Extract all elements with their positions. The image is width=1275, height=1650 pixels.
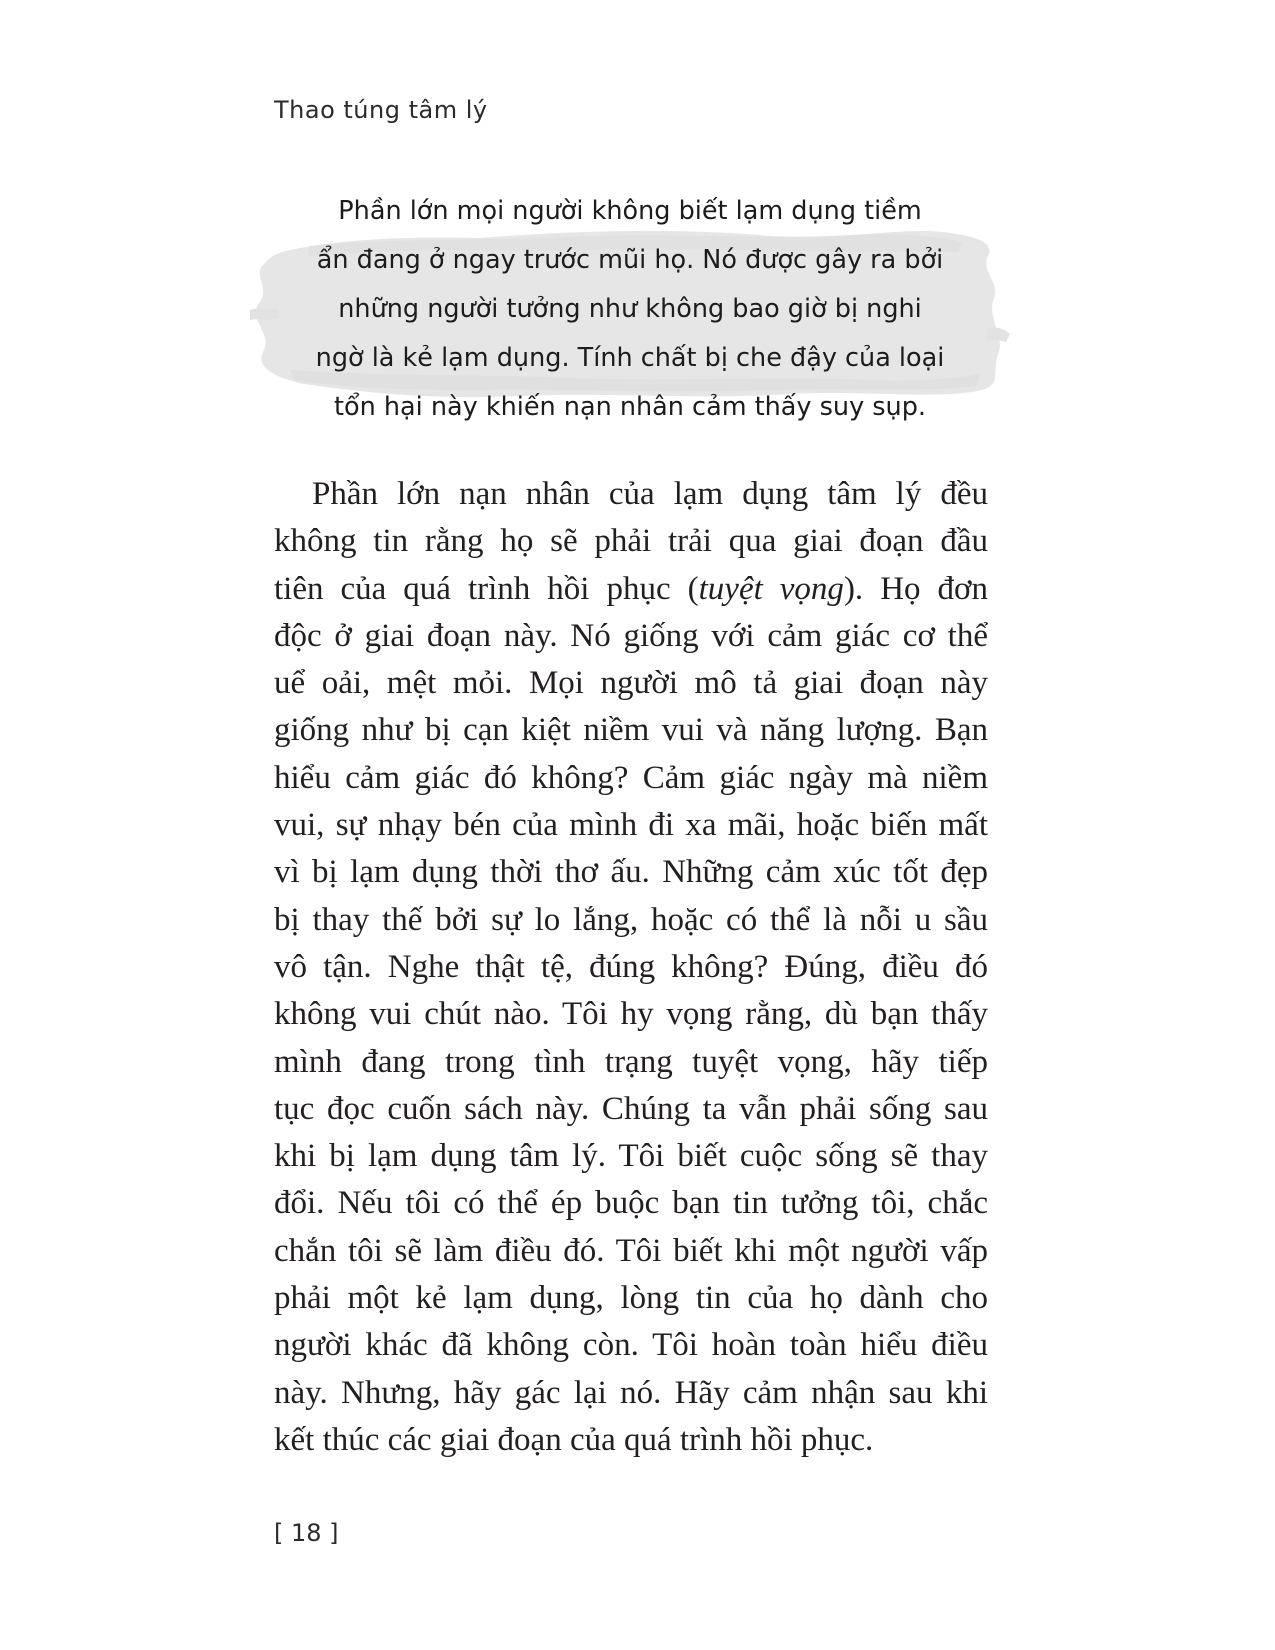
body-line: uể oải, mệt mỏi. Mọi người mô tả giai đoạn này — [274, 665, 988, 702]
body-line: vui, sự nhạy bén của mình đi xa mãi, hoặc biến mất — [274, 807, 988, 844]
page-number: [ 18 ] — [274, 1519, 339, 1547]
body-line: chắn tôi sẽ làm điều đó. Tôi biết khi một người vấp — [274, 1232, 988, 1269]
pullquote-line: Phần lớn mọi người không biết lạm dụng tiềm — [338, 196, 922, 226]
body-line: vì bị lạm dụng thời thơ ấu. Những cảm xúc tốt đẹp — [274, 854, 988, 891]
body-line: tục đọc cuốn sách này. Chúng ta vẫn phải sống sau — [274, 1090, 988, 1127]
body-line: không tin rằng họ sẽ phải trải qua giai đoạn đầu — [274, 523, 988, 560]
body-line: khi bị lạm dụng tâm lý. Tôi biết cuộc sống sẽ thay — [274, 1138, 988, 1175]
pullquote-line: những người tưởng như không bao giờ bị nghi — [338, 294, 922, 324]
body-line: độc ở giai đoạn này. Nó giống với cảm giác cơ thể — [274, 617, 988, 654]
body-text-segment: tiên của quá trình hồi phục ( — [274, 570, 699, 607]
body-line — [274, 566, 988, 613]
body-line: đổi. Nếu tôi có thể ép buộc bạn tin tưởng tôi, chắc — [274, 1185, 988, 1222]
body-line: này. Nhưng, hãy gác lại nó. Hãy cảm nhận sau khi — [274, 1374, 988, 1411]
body-line: Phần lớn nạn nhân của lạm dụng tâm lý đều — [312, 476, 988, 512]
body-line: phải một kẻ lạm dụng, lòng tin của họ dành cho — [274, 1280, 988, 1317]
body-paragraph — [274, 471, 988, 1464]
pullquote-line: ngờ là kẻ lạm dụng. Tính chất bị che đậy của loại — [315, 343, 945, 373]
body-line: hiểu cảm giác đó không? Cảm giác ngày mà niềm — [274, 759, 988, 796]
body-line: vô tận. Nghe thật tệ, đúng không? Đúng, điều đó — [274, 948, 988, 985]
pullquote-line: ẩn đang ở ngay trước mũi họ. Nó được gây ra bởi — [316, 245, 944, 275]
pullquote-box — [250, 178, 1010, 448]
running-header-title: Thao túng tâm lý — [274, 96, 488, 124]
body-line: người khác đã không còn. Tôi hoàn toàn hiểu điều — [274, 1327, 988, 1364]
body-line: giống như bị cạn kiệt niềm vui và năng lượng. Bạn — [274, 712, 988, 749]
italic-term: tuyệt vọng — [698, 570, 844, 607]
body-line: không vui chút nào. Tôi hy vọng rằng, dù bạn thấy — [274, 996, 988, 1033]
body-line: mình đang trong tình trạng tuyệt vọng, hãy tiếp — [274, 1043, 988, 1080]
body-text-segment: ). Họ đơn — [843, 570, 988, 607]
pullquote-line: tổn hại này khiến nạn nhân cảm thấy suy sụp. — [333, 392, 927, 422]
body-line: kết thúc các giai đoạn của quá trình hồi phục. — [274, 1421, 874, 1458]
pullquote-text — [290, 187, 970, 432]
body-line: bị thay thế bởi sự lo lắng, hoặc có thể là nỗi u sầu — [274, 901, 988, 938]
